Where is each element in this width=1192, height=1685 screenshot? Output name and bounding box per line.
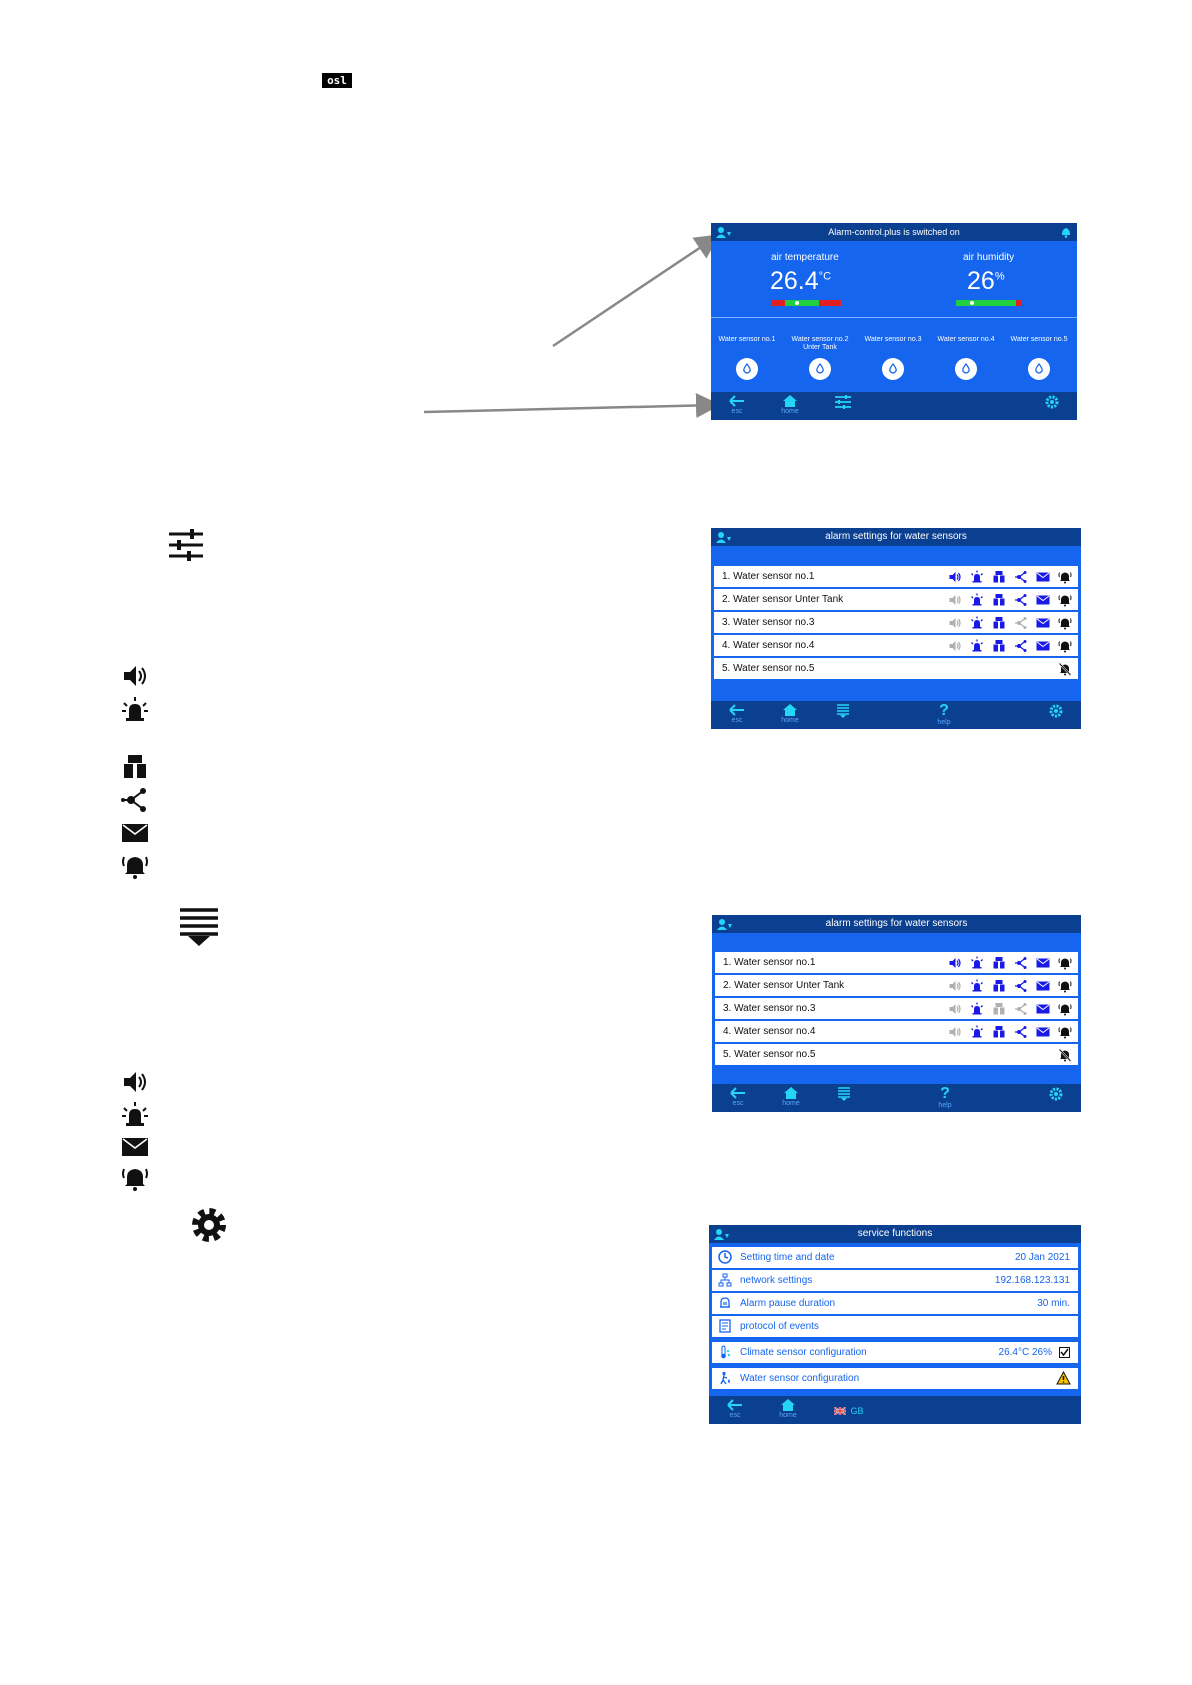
back-arrow-icon	[728, 703, 746, 717]
speaker-icon[interactable]	[948, 956, 962, 970]
esc-label: esc	[731, 408, 743, 415]
beacon-icon	[121, 1101, 149, 1129]
alarm-bell-icon	[121, 852, 149, 880]
water-sensor-2-button[interactable]	[809, 358, 831, 380]
beacon-icon[interactable]	[970, 1002, 984, 1016]
alarm-bell-icon[interactable]	[1058, 593, 1072, 607]
back-arrow-icon	[729, 1086, 747, 1100]
row-icons	[948, 569, 1072, 584]
sensor-row-1[interactable]	[714, 566, 1078, 587]
uk-flag-icon	[834, 1407, 846, 1415]
sliders-icon	[167, 525, 205, 563]
setting-time-date-row[interactable]	[712, 1247, 1078, 1268]
row-icons	[948, 638, 1072, 653]
divider	[711, 317, 1077, 318]
row-value: 26.4°C 26%	[998, 1347, 1052, 1358]
water-drop-icon	[809, 358, 831, 380]
esc-label: esc	[731, 717, 743, 724]
row-label: 2. Water sensor Unter Tank	[722, 594, 844, 605]
esc-label: esc	[732, 1100, 744, 1107]
row-label: Water sensor configuration	[740, 1373, 860, 1384]
sensor-label-4: Water sensor no.4	[937, 336, 995, 343]
hum-value: 26	[967, 267, 995, 295]
row-icons	[948, 1001, 1072, 1016]
water-sensor-config-row[interactable]	[712, 1368, 1078, 1389]
row-label: 5. Water sensor no.5	[722, 663, 815, 674]
sensor-row-2[interactable]	[714, 589, 1078, 610]
list-down-icon	[836, 1086, 852, 1102]
beacon-icon[interactable]	[970, 570, 984, 584]
sensor-label-5: Water sensor no.5	[1010, 336, 1068, 343]
row-label: 4. Water sensor no.4	[723, 1026, 816, 1037]
mail-icon[interactable]	[1036, 1025, 1050, 1039]
row-label: 1. Water sensor no.1	[723, 957, 816, 968]
bottom-nav	[712, 1084, 1081, 1112]
row-label: 1. Water sensor no.1	[722, 571, 815, 582]
mail-icon[interactable]	[1036, 979, 1050, 993]
screen-title: service functions	[857, 1228, 933, 1239]
mail-icon	[121, 1133, 149, 1161]
relay-icon[interactable]	[992, 979, 1006, 993]
user-icon[interactable]	[716, 531, 732, 543]
share-icon[interactable]	[1014, 979, 1028, 993]
screen-title: alarm settings for water sensors	[825, 918, 968, 929]
home-icon	[782, 394, 798, 408]
list-down-icon	[178, 906, 220, 948]
list-menu-button[interactable]	[829, 703, 857, 729]
screen-title: alarm settings for water sensors	[825, 531, 967, 542]
alarm-bell-icon[interactable]	[1058, 979, 1072, 993]
bell-icon[interactable]	[1060, 226, 1072, 238]
relay-icon	[121, 753, 149, 781]
mail-icon	[121, 819, 149, 847]
relay-icon[interactable]	[992, 956, 1006, 970]
relay-icon[interactable]	[992, 1002, 1006, 1016]
sensor-label-2: Water sensor no.2 Unter Tank	[791, 336, 849, 351]
bottom-nav	[711, 701, 1081, 729]
gear-icon	[1048, 1086, 1064, 1102]
temp-indicator	[795, 301, 799, 305]
share-icon[interactable]	[1014, 616, 1028, 630]
mail-icon[interactable]	[1036, 616, 1050, 630]
row-label: network settings	[740, 1275, 813, 1286]
checkbox-checked-icon[interactable]	[1059, 1347, 1070, 1358]
home-label: home	[781, 408, 799, 415]
warning-icon[interactable]	[1056, 1371, 1071, 1385]
alarm-bell-icon[interactable]	[1058, 1002, 1072, 1016]
row-value: 20 Jan 2021	[1014, 1252, 1070, 1263]
beacon-icon[interactable]	[970, 956, 984, 970]
alarm-pause-row[interactable]	[712, 1293, 1078, 1314]
mail-icon[interactable]	[1036, 570, 1050, 584]
home-label: home	[782, 1100, 800, 1107]
help-label: help	[938, 1102, 952, 1109]
air-humidity-label: air humidity	[963, 252, 1015, 263]
alarm-bell-icon[interactable]	[1058, 616, 1072, 630]
sensor-row-3[interactable]	[715, 998, 1078, 1019]
hum-indicator	[970, 301, 974, 305]
speaker-icon[interactable]	[948, 979, 962, 993]
relay-icon[interactable]	[992, 570, 1006, 584]
air-temperature-value	[770, 267, 831, 296]
osl-logo: osl	[322, 73, 352, 88]
share-icon[interactable]	[1014, 593, 1028, 607]
list-menu-button[interactable]	[830, 1086, 858, 1112]
row-value: 30 min.	[1037, 1298, 1070, 1309]
row-icons	[948, 592, 1072, 607]
alarm-settings-screen	[711, 528, 1081, 729]
list-down-icon	[835, 703, 851, 719]
beacon-icon[interactable]	[970, 616, 984, 630]
beacon-icon	[121, 696, 149, 724]
speaker-icon[interactable]	[948, 1025, 962, 1039]
sensor-label-3: Water sensor no.3	[864, 336, 922, 343]
share-icon	[121, 786, 149, 814]
beacon-icon[interactable]	[970, 639, 984, 653]
row-icons	[948, 615, 1072, 630]
water-drop-icon	[955, 358, 977, 380]
network-icon	[718, 1273, 732, 1287]
speaker-icon[interactable]	[948, 639, 962, 653]
water-drop-icon	[736, 358, 758, 380]
status-text: Alarm-control.plus is switched on	[828, 227, 960, 237]
back-arrow-icon	[728, 394, 746, 408]
sliders-icon	[834, 394, 852, 410]
temp-bar-high	[819, 300, 841, 306]
service-functions-screen	[709, 1225, 1081, 1424]
row-value: 192.168.123.131	[994, 1275, 1070, 1286]
speaker-icon[interactable]	[948, 593, 962, 607]
help-label: help	[937, 719, 951, 726]
water-sensor-1-button[interactable]	[736, 358, 758, 380]
row-label: 3. Water sensor no.3	[722, 617, 815, 628]
title-bar	[711, 528, 1081, 546]
alarm-bell-icon[interactable]	[1058, 639, 1072, 653]
climate-sensor-config-row[interactable]	[712, 1342, 1078, 1363]
sensor-row-1[interactable]	[715, 952, 1078, 973]
row-label: 4. Water sensor no.4	[722, 640, 815, 651]
row-label: Setting time and date	[740, 1252, 835, 1263]
row-label: 2. Water sensor Unter Tank	[723, 980, 845, 991]
settings-button[interactable]	[1042, 703, 1070, 729]
help-button[interactable]	[930, 703, 958, 729]
mail-icon[interactable]	[1036, 956, 1050, 970]
document-icon	[718, 1319, 732, 1333]
water-drop-icon	[882, 358, 904, 380]
title-bar	[712, 915, 1081, 933]
temp-value: 26.4	[770, 267, 819, 295]
beacon-icon[interactable]	[970, 979, 984, 993]
user-icon[interactable]	[714, 1228, 730, 1240]
sensor-row-4[interactable]	[714, 635, 1078, 656]
alarm-bell-icon[interactable]	[1058, 1025, 1072, 1039]
home-button[interactable]	[776, 703, 804, 729]
sensor-label-1: Water sensor no.1	[718, 336, 776, 343]
speaker-icon	[121, 1068, 149, 1096]
speaker-icon[interactable]	[948, 1002, 962, 1016]
bell-off-icon[interactable]	[1058, 1048, 1072, 1062]
row-label: protocol of events	[740, 1321, 819, 1332]
main-screen	[711, 223, 1077, 420]
alarm-bell-icon[interactable]	[1058, 570, 1072, 584]
alarm-settings-screen-2	[712, 915, 1081, 1112]
esc-button[interactable]	[721, 1398, 749, 1424]
row-icons	[948, 1024, 1072, 1039]
beacon-icon[interactable]	[970, 593, 984, 607]
hum-bar-ok	[956, 300, 1016, 306]
home-icon	[780, 1398, 796, 1412]
settings-button[interactable]	[1038, 394, 1066, 420]
settings-button[interactable]	[1042, 1086, 1070, 1112]
esc-button[interactable]	[723, 703, 751, 729]
share-icon[interactable]	[1014, 1025, 1028, 1039]
protocol-events-row[interactable]	[712, 1316, 1078, 1337]
beacon-icon[interactable]	[970, 1025, 984, 1039]
mail-icon[interactable]	[1036, 639, 1050, 653]
hum-unit: %	[994, 270, 1005, 283]
help-icon: ?	[940, 1085, 950, 1102]
gear-icon	[188, 1204, 230, 1246]
home-label: home	[781, 717, 799, 724]
home-button[interactable]	[776, 394, 804, 420]
sensor-row-3[interactable]	[714, 612, 1078, 633]
bell-pause-icon	[718, 1296, 732, 1310]
row-icons	[948, 955, 1072, 970]
home-icon	[783, 1086, 799, 1100]
relay-icon[interactable]	[992, 616, 1006, 630]
arrow-to-botbar	[424, 405, 716, 412]
mail-icon[interactable]	[1036, 593, 1050, 607]
speaker-icon[interactable]	[948, 570, 962, 584]
speaker-icon	[121, 662, 149, 690]
row-label: Alarm pause duration	[740, 1298, 836, 1309]
language-label: GB	[850, 1406, 864, 1416]
clock-icon	[718, 1250, 732, 1264]
mail-icon[interactable]	[1036, 1002, 1050, 1016]
gear-icon	[1048, 703, 1064, 719]
temp-bar-low	[771, 300, 785, 306]
user-icon[interactable]	[717, 918, 733, 930]
user-icon[interactable]	[716, 226, 732, 238]
row-label: 3. Water sensor no.3	[723, 1003, 816, 1014]
home-icon	[782, 703, 798, 717]
share-icon[interactable]	[1014, 1002, 1028, 1016]
share-icon[interactable]	[1014, 639, 1028, 653]
row-icons	[948, 978, 1072, 993]
esc-button[interactable]	[724, 1086, 752, 1112]
share-icon[interactable]	[1014, 956, 1028, 970]
thermometer-icon	[718, 1345, 732, 1359]
relay-icon[interactable]	[992, 593, 1006, 607]
sensor-row-4[interactable]	[715, 1021, 1078, 1042]
speaker-icon[interactable]	[948, 616, 962, 630]
water-sensor-3-button[interactable]	[882, 358, 904, 380]
bell-off-icon[interactable]	[1058, 662, 1072, 676]
row-icons	[1058, 1047, 1072, 1062]
water-sensor-5-button[interactable]	[1028, 358, 1050, 380]
sensor-row-2[interactable]	[715, 975, 1078, 996]
language-button[interactable]	[834, 1398, 874, 1424]
water-sensor-icon	[718, 1371, 732, 1385]
air-humidity-value	[967, 267, 1005, 296]
help-button[interactable]	[931, 1086, 959, 1112]
esc-button[interactable]	[723, 394, 751, 420]
water-sensor-4-button[interactable]	[955, 358, 977, 380]
help-icon: ?	[939, 702, 949, 719]
water-drop-icon	[1028, 358, 1050, 380]
sensor-row-5[interactable]	[715, 1044, 1078, 1065]
hum-bar-high	[1016, 300, 1022, 306]
temp-bar-ok	[785, 300, 819, 306]
alarm-bell-icon[interactable]	[1058, 956, 1072, 970]
row-label: 5. Water sensor no.5	[723, 1049, 816, 1060]
temp-unit: °C	[818, 270, 832, 283]
bottom-nav	[711, 392, 1077, 420]
home-button[interactable]	[774, 1398, 802, 1424]
status-bar	[711, 223, 1077, 241]
bottom-nav	[709, 1396, 1081, 1424]
gear-icon	[1044, 394, 1060, 410]
sensor-row-5[interactable]	[714, 658, 1078, 679]
esc-label: esc	[729, 1412, 741, 1419]
relay-icon[interactable]	[992, 639, 1006, 653]
title-bar	[709, 1225, 1081, 1243]
row-icons	[1058, 661, 1072, 676]
sliders-button[interactable]	[829, 394, 857, 420]
air-temperature-label: air temperature	[771, 252, 839, 263]
back-arrow-icon	[726, 1398, 744, 1412]
alarm-bell-icon	[121, 1164, 149, 1192]
arrow-to-topbar	[553, 237, 716, 346]
network-settings-row[interactable]	[712, 1270, 1078, 1291]
share-icon[interactable]	[1014, 570, 1028, 584]
row-label: Climate sensor configuration	[740, 1347, 867, 1358]
relay-icon[interactable]	[992, 1025, 1006, 1039]
home-label: home	[779, 1412, 797, 1419]
home-button[interactable]	[777, 1086, 805, 1112]
